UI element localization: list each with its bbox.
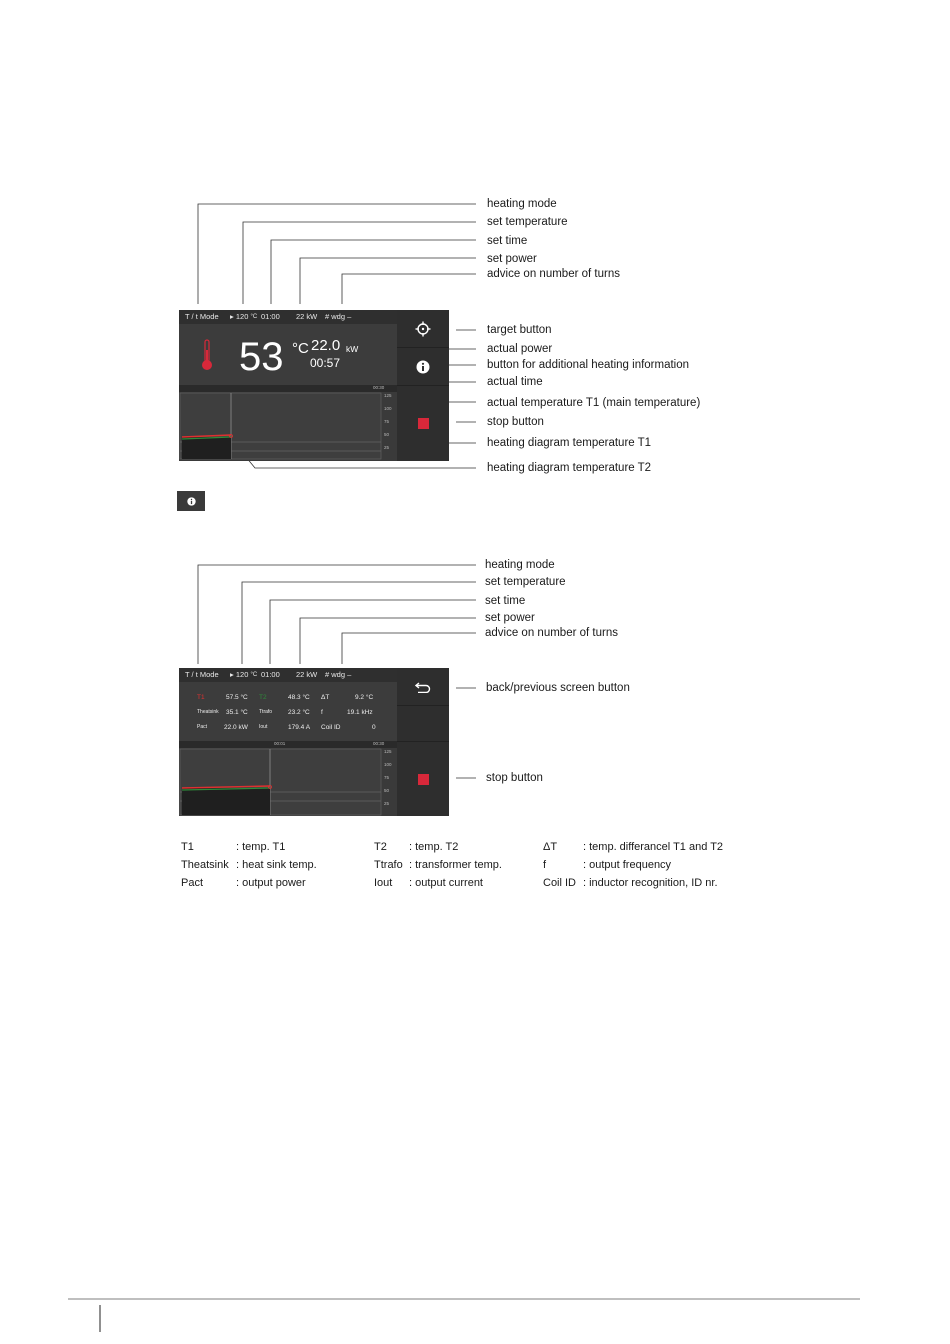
heating-diagram: 00:30 125 100 75 50 25 (179, 385, 397, 461)
stop-square-icon (418, 774, 429, 785)
delta-t-value: 9.2 °C (355, 694, 374, 701)
back-button[interactable] (397, 668, 449, 705)
turns-advice[interactable]: # wdg – (325, 670, 352, 679)
legend-key: Coil ID (543, 877, 577, 889)
legend-key: ΔT (543, 841, 558, 853)
actual-power: 22.0 (311, 337, 341, 354)
stop-button[interactable] (397, 386, 449, 461)
callout-actual-temp: actual temperature T1 (main temperature) (487, 397, 701, 409)
t2-value: 48.3 °C (288, 694, 310, 701)
callout-diagram-t1: heating diagram temperature T1 (487, 437, 652, 449)
info-icon (187, 497, 196, 506)
set-temperature-value[interactable]: ▸ 120 $^{^\circ C}$ (230, 312, 258, 321)
ttrafo-value: 23.2 °C (288, 709, 310, 716)
callout-actual-time: actual time (487, 376, 543, 388)
callout-advice-turns: advice on number of turns (485, 627, 618, 639)
t1-label: T1 (197, 694, 205, 701)
legend-desc: : transformer temp. (409, 859, 502, 871)
ttrafo-label: Ttrafo (259, 709, 273, 715)
target-icon (415, 321, 431, 337)
legend-desc: : output current (409, 877, 483, 889)
stop-button[interactable] (397, 742, 449, 816)
actual-temperature-unit: °C (292, 340, 309, 357)
heating-info-table (179, 682, 397, 740)
legend-desc: : output frequency (583, 859, 672, 871)
callout-info-button: button for additional heating information (487, 359, 690, 371)
legend-desc: : inductor recognition, ID nr. (583, 877, 718, 889)
frequency-value: 19.1 kHz (347, 709, 373, 716)
callout-actual-power: actual power (487, 343, 553, 355)
set-power-value[interactable]: 22 kW (296, 312, 318, 321)
heating-mode-label[interactable]: T / t Mode (185, 312, 219, 321)
coil-id-label: Coil ID (321, 724, 341, 731)
set-temperature-value[interactable]: ▸ 120 $^{^\circ C}$ (230, 670, 258, 679)
stop-square-icon (418, 418, 429, 429)
legend-key: f (543, 859, 547, 871)
frequency-label: f (321, 709, 323, 716)
heating-diagram: 00:01 00:30 125 100 75 50 25 (179, 741, 397, 816)
chart-time-strip: 00:30 (179, 385, 397, 392)
legend-desc: : output power (236, 877, 306, 889)
callout-set-time: set time (485, 595, 526, 607)
callout-target-button: target button (487, 324, 552, 336)
heating-mode-label[interactable]: T / t Mode (185, 670, 219, 679)
callout-back-button: back/previous screen button (486, 682, 630, 694)
diagram-plot (179, 392, 397, 461)
iout-value: 179.4 A (288, 724, 311, 731)
callout-set-time: set time (487, 235, 528, 247)
pact-label: Pact (197, 724, 208, 730)
legend-key: Theatsink (181, 859, 229, 871)
legend-key: T2 (374, 841, 387, 853)
status-bar (179, 668, 397, 682)
theatsink-label: Theatsink (197, 709, 219, 715)
pact-value: 22.0 kW (224, 724, 248, 731)
callout-heating-mode: heating mode (487, 198, 557, 210)
set-time-value[interactable]: 01:00 (261, 670, 280, 679)
iout-label: Iout (259, 724, 268, 730)
callout-set-power: set power (485, 612, 535, 624)
main-heating-screen (179, 310, 449, 461)
thermometer-icon (200, 338, 214, 372)
side-button-panel (397, 310, 449, 461)
callout-set-temperature: set temperature (487, 216, 568, 228)
callout-set-temperature: set temperature (485, 576, 566, 588)
delta-t-label: ΔT (321, 694, 330, 701)
diagram-plot (179, 748, 397, 816)
callout-advice-turns: advice on number of turns (487, 268, 620, 280)
legend-desc: : temp. T1 (236, 841, 286, 853)
side-button-panel (397, 668, 449, 816)
legend-key: T1 (181, 841, 194, 853)
readout-area (179, 324, 397, 384)
callout-heating-mode: heating mode (485, 559, 555, 571)
callout-stop-button: stop button (487, 416, 544, 428)
info-button[interactable] (397, 348, 449, 385)
t2-label: T2 (259, 694, 267, 701)
set-power-value[interactable]: 22 kW (296, 670, 318, 679)
legend-desc: : temp. T2 (409, 841, 459, 853)
callout-diagram-t2: heating diagram temperature T2 (487, 462, 652, 474)
actual-time: 00:57 (310, 356, 341, 370)
actual-temperature: 53 (239, 335, 284, 379)
legend-key: Iout (374, 877, 393, 889)
back-arrow-icon (415, 681, 431, 693)
info-icon (416, 360, 430, 374)
info-button-reference (177, 491, 205, 511)
t1-value: 57.5 °C (226, 694, 248, 701)
status-bar (179, 310, 397, 324)
legend-key: Ttrafo (374, 859, 403, 871)
legend-desc: : temp. differancel T1 and T2 (583, 841, 724, 853)
turns-advice[interactable]: # wdg – (325, 312, 352, 321)
info-heating-screen (179, 668, 449, 816)
chart-time-strip: 00:01 00:30 (179, 741, 397, 748)
legend-desc: : heat sink temp. (236, 859, 317, 871)
callout-set-power: set power (487, 253, 537, 265)
target-button[interactable] (397, 310, 449, 347)
coil-id-value: 0 (372, 724, 376, 731)
set-time-value[interactable]: 01:00 (261, 312, 280, 321)
actual-power-unit: kW (346, 344, 359, 354)
legend-key: Pact (181, 877, 204, 889)
callout-stop-button: stop button (486, 772, 543, 784)
theatsink-value: 35.1 °C (226, 709, 248, 716)
